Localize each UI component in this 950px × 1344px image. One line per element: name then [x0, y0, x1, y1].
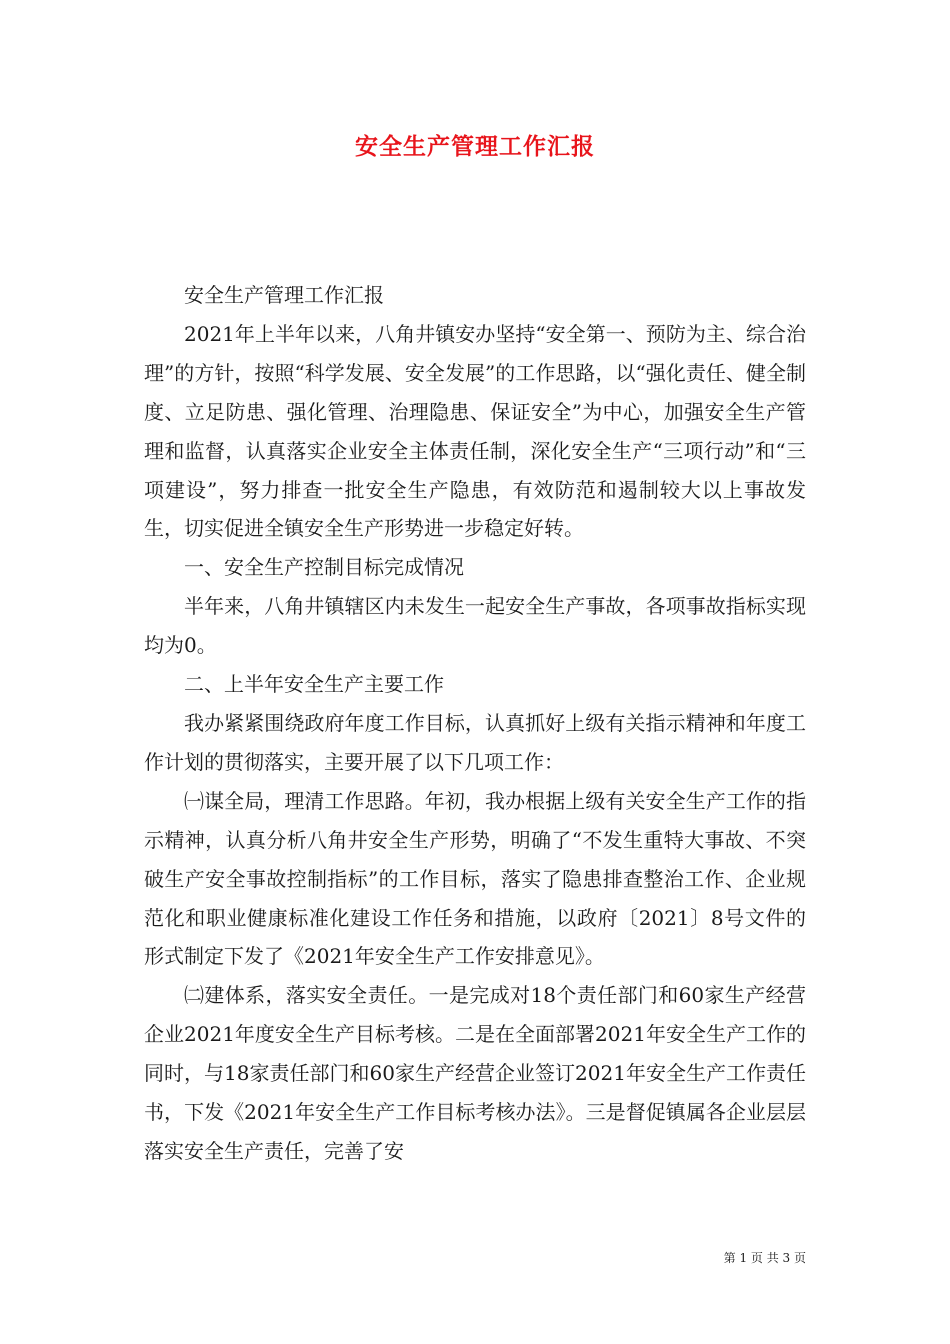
document-title: 安全生产管理工作汇报: [355, 133, 595, 160]
paragraph-item-2: ㈡建体系，落实安全责任。一是完成对18个责任部门和60家生产经营企业2021年度安全生产目标考核。二是在全面部署2021年安全生产工作的同时，与18家责任部门和60家生产经营企业签订2021年安全生产工作责任书，下发《2021年安全生产工作目标考核办法》。三是督促镇属各企业层层落实安全生产责任，完善了安: [144, 983, 806, 1163]
section-heading-1: 一、安全生产控制目标完成情况: [184, 555, 464, 580]
paragraph-intro: 2021年上半年以来，八角井镇安办坚持“安全第一、预防为主、综合治理”的方针，按照“科学发展、安全发展”的工作思路，以“强化责任、健全制度、立足防患、强化管理、治理隐患、保证安全”为中心，加强安全生产管理和监督，认真落实企业安全主体责任制，深化安全生产“三项行动”和“三项建设”，努力排查一批安全生产隐患，有效防范和遏制较大以上事故发生，切实促进全镇安全生产形势进一步稳定好转。: [144, 321, 806, 541]
document-body: [144, 276, 806, 1171]
page-number: 第 1 页 共 3 页: [723, 1251, 806, 1265]
paragraph-section-1: 半年来，八角井镇辖区内未发生一起安全生产事故，各项事故指标实现均为0。: [144, 594, 806, 658]
paragraph-heading: 安全生产管理工作汇报: [184, 283, 384, 307]
section-heading-2: 二、上半年安全生产主要工作: [184, 672, 444, 697]
paragraph-section-2: 我办紧紧围绕政府年度工作目标，认真抓好上级有关指示精神和年度工作计划的贯彻落实，主要开展了以下几项工作：: [144, 710, 806, 774]
paragraph-item-1: ㈠谋全局，理清工作思路。年初，我办根据上级有关安全生产工作的指示精神，认真分析八角井安全生产形势，明确了“不发生重特大事故、不突破生产安全事故控制指标”的工作目标，落实了隐患排查整治工作、企业规范化和职业健康标准化建设工作任务和措施，以政府〔2021〕8号文件的形式制定下发了《2021年安全生产工作安排意见》。: [144, 788, 806, 969]
